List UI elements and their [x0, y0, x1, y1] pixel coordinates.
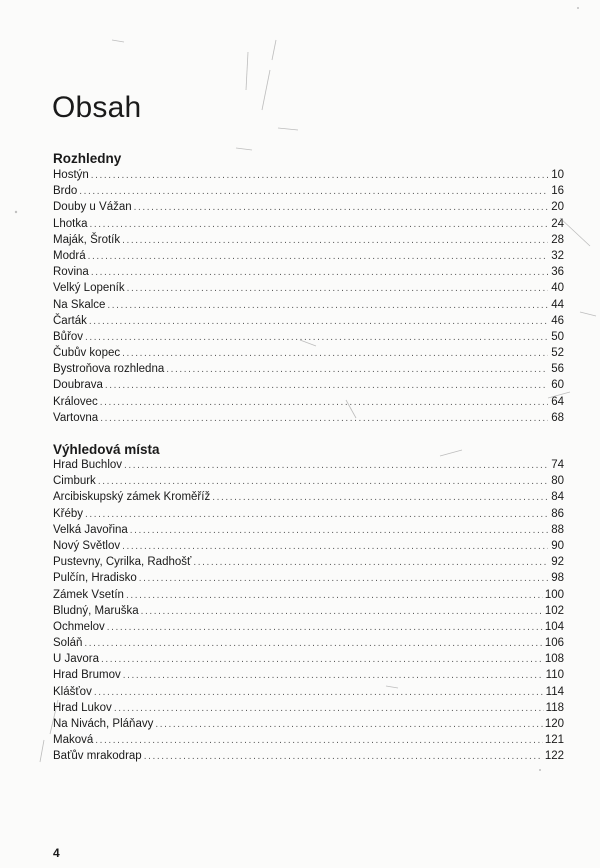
toc-entry-label: Cimburk	[53, 475, 96, 488]
toc-dot-leader	[85, 330, 548, 346]
toc-entry-label: Doubrava	[53, 379, 103, 392]
toc-entry-label: Velká Javořina	[53, 523, 128, 536]
toc-entry	[53, 457, 564, 473]
toc-entry-page: 92	[551, 556, 564, 569]
toc-entry-label: Velký Lopeník	[53, 282, 125, 295]
toc-entry-page: 110	[545, 669, 564, 682]
toc-dot-leader	[98, 474, 548, 490]
toc-entry	[53, 473, 564, 489]
toc-dot-leader	[155, 717, 542, 733]
toc-entry	[53, 297, 564, 313]
toc-entry-page: 10	[551, 169, 564, 181]
toc-dot-leader	[89, 314, 548, 330]
toc-dot-leader	[139, 571, 548, 587]
toc-entry-page: 84	[551, 491, 564, 504]
toc-dot-leader	[84, 636, 542, 652]
toc-dot-leader	[94, 685, 544, 701]
toc-dot-leader	[91, 265, 548, 281]
toc-entry-label: Modrá	[53, 249, 86, 262]
toc-entry-label: Arcibiskupský zámek Kroměříž	[53, 491, 211, 504]
toc-entry	[53, 410, 564, 426]
page-title: Obsah	[52, 91, 142, 124]
toc-entry-label: Brdo	[53, 185, 78, 198]
toc-dot-leader	[122, 233, 548, 249]
toc-dot-leader	[90, 217, 548, 233]
toc-entry	[53, 280, 564, 296]
toc-entry-label: Vartovna	[53, 411, 99, 424]
toc-entry	[53, 506, 564, 522]
toc-entry-page: 50	[551, 330, 564, 343]
toc-entry	[53, 587, 564, 603]
toc-entry-label: Čubův kopec	[53, 347, 121, 360]
toc-dot-leader	[126, 588, 543, 604]
toc-entry-page: 64	[551, 395, 564, 408]
section-heading-vyhledova-mista: Výhledová místa	[53, 442, 160, 457]
toc-list-vyhledova-mista	[53, 457, 564, 765]
toc-entry	[53, 248, 564, 264]
toc-entry-label: Královec	[53, 395, 98, 408]
toc-entry-page: 68	[551, 411, 564, 424]
toc-entry	[53, 667, 564, 683]
toc-entry	[53, 377, 564, 393]
toc-entry-page: 88	[551, 523, 564, 536]
toc-dot-leader	[166, 362, 548, 378]
toc-entry-label: Na Skalce	[53, 298, 106, 311]
toc-entry-label: Pulčín, Hradisko	[53, 572, 137, 585]
toc-dot-leader	[100, 395, 548, 411]
toc-entry-label: Lhotka	[53, 217, 88, 230]
toc-entry-label: Křéby	[53, 507, 84, 520]
toc-entry-page: 80	[551, 475, 564, 488]
toc-entry	[53, 345, 564, 361]
toc-list-rozhledny	[53, 167, 564, 426]
toc-entry-page: 56	[551, 363, 564, 376]
toc-dot-leader	[105, 378, 548, 394]
toc-entry	[53, 522, 564, 538]
toc-entry-page: 52	[551, 347, 564, 360]
toc-entry	[53, 716, 564, 732]
toc-entry	[53, 361, 564, 377]
toc-entry-page: 108	[544, 653, 564, 666]
toc-entry-label: Zámek Vsetín	[53, 588, 124, 601]
toc-dot-leader	[124, 458, 548, 474]
toc-entry-label: Klášťov	[53, 685, 92, 698]
toc-entry	[53, 313, 564, 329]
toc-entry	[53, 329, 564, 345]
toc-entry-page: 100	[544, 588, 564, 601]
toc-entry-label: Maják, Šrotík	[53, 233, 121, 246]
toc-dot-leader	[107, 298, 548, 314]
toc-entry-page: 24	[551, 217, 564, 230]
toc-entry-label: Maková	[53, 734, 94, 747]
toc-dot-leader	[95, 733, 543, 749]
toc-entry	[53, 684, 564, 700]
toc-entry-page: 102	[544, 604, 564, 617]
toc-entry-label: Hrad Buchlov	[53, 459, 123, 471]
toc-entry-page: 20	[551, 201, 564, 214]
toc-entry-page: 118	[545, 701, 564, 714]
toc-entry-page: 32	[551, 249, 564, 262]
toc-entry-label: Hrad Brumov	[53, 669, 121, 682]
toc-entry-page: 60	[551, 379, 564, 392]
toc-entry	[53, 570, 564, 586]
section-heading-rozhledny: Rozhledny	[53, 151, 122, 166]
toc-dot-leader	[85, 507, 548, 523]
toc-entry-label: Hostýn	[53, 169, 89, 181]
toc-entry-label: Hrad Lukov	[53, 701, 112, 714]
toc-entry-page: 98	[551, 572, 564, 585]
toc-entry	[53, 651, 564, 667]
toc-entry-label: Ochmelov	[53, 620, 105, 633]
toc-entry-label: U Javora	[53, 653, 100, 666]
toc-entry-label: Baťův mrakodrap	[53, 750, 142, 763]
toc-entry-page: 120	[544, 718, 564, 730]
toc-entry-label: Nový Světlov	[53, 539, 121, 552]
toc-entry	[53, 748, 564, 764]
toc-dot-leader	[79, 184, 548, 200]
toc-entry	[53, 700, 564, 716]
toc-dot-leader	[122, 539, 548, 555]
toc-entry	[53, 216, 564, 232]
toc-entry-page: 106	[544, 637, 564, 650]
toc-entry	[53, 232, 564, 248]
toc-entry-page: 28	[551, 233, 564, 246]
toc-dot-leader	[122, 346, 548, 362]
toc-dot-leader	[144, 749, 543, 765]
toc-entry-label: Bystroňova rozhledna	[53, 363, 165, 376]
toc-entry	[53, 635, 564, 651]
toc-dot-leader	[141, 604, 543, 620]
toc-entry	[53, 394, 564, 410]
toc-entry-page: 44	[551, 298, 564, 311]
toc-entry	[53, 264, 564, 280]
toc-entry-label: Na Nivách, Pláňavy	[53, 718, 154, 730]
toc-entry	[53, 538, 564, 554]
toc-dot-leader	[101, 652, 543, 668]
toc-dot-leader	[91, 168, 548, 184]
toc-entry-page: 90	[551, 539, 564, 552]
toc-dot-leader	[114, 701, 544, 717]
toc-entry-label: Bludný, Maruška	[53, 604, 139, 617]
toc-entry	[53, 603, 564, 619]
toc-entry	[53, 554, 564, 570]
toc-entry-page: 46	[551, 314, 564, 327]
toc-entry-page: 16	[551, 185, 564, 198]
toc-entry-page: 74	[551, 459, 564, 471]
toc-entry-label: Čarták	[53, 314, 87, 327]
toc-dot-leader	[134, 200, 548, 216]
toc-entry-page: 86	[551, 507, 564, 520]
toc-entry	[53, 199, 564, 215]
toc-entry	[53, 732, 564, 748]
toc-entry-label: Bůřov	[53, 330, 84, 343]
toc-entry-page: 40	[551, 282, 564, 295]
toc-dot-leader	[100, 411, 548, 427]
toc-entry	[53, 619, 564, 635]
toc-dot-leader	[212, 490, 548, 506]
page-number: 4	[53, 846, 60, 860]
toc-dot-leader	[193, 555, 548, 571]
toc-entry-page: 121	[544, 734, 564, 747]
toc-entry-page: 104	[544, 620, 564, 633]
toc-dot-leader	[127, 281, 548, 297]
toc-dot-leader	[123, 668, 544, 684]
toc-entry	[53, 183, 564, 199]
toc-entry-page: 36	[551, 266, 564, 279]
toc-entry-label: Soláň	[53, 637, 83, 650]
toc-entry-page: 122	[544, 750, 564, 763]
toc-entry-label: Douby u Vážan	[53, 201, 132, 214]
toc-entry	[53, 167, 564, 183]
toc-dot-leader	[88, 249, 548, 265]
toc-dot-leader	[130, 523, 548, 539]
toc-entry-label: Pustevny, Cyrilka, Radhošť	[53, 556, 192, 569]
toc-entry-label: Rovina	[53, 266, 89, 279]
toc-entry-page: 114	[545, 685, 564, 698]
toc-dot-leader	[107, 620, 543, 636]
toc-entry	[53, 489, 564, 505]
